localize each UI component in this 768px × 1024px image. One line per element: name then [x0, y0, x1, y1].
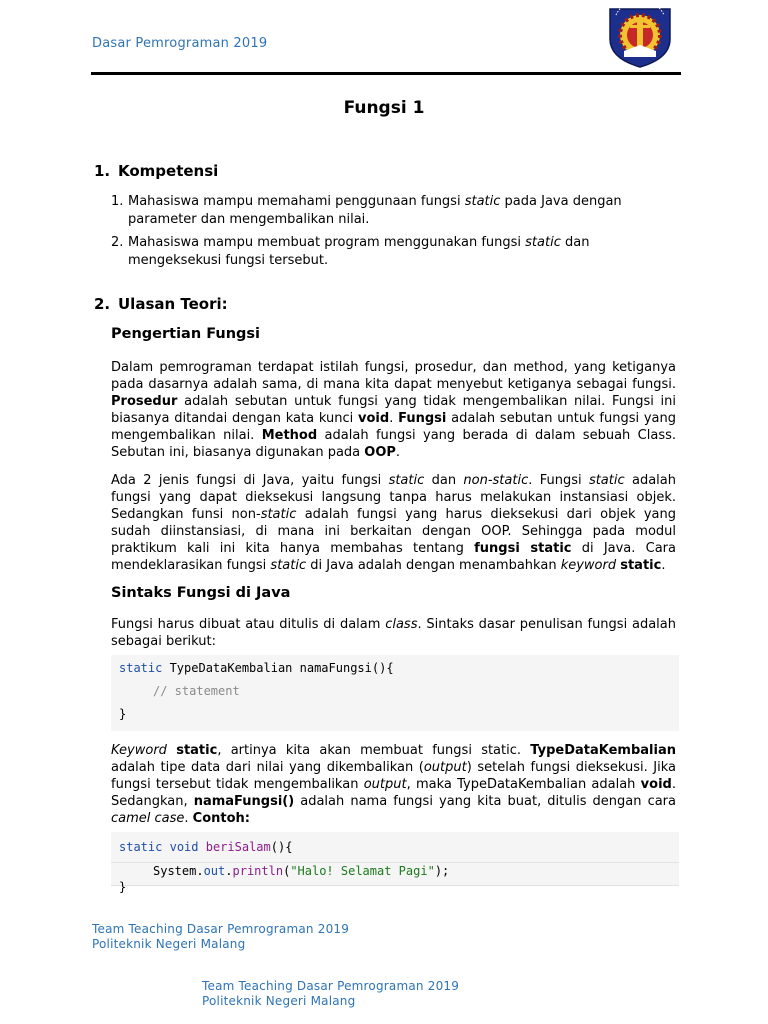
paragraph-text: , artinya kita akan membuat fungsi static. [217, 743, 531, 758]
italic-text: output [423, 760, 467, 775]
code-keyword: void [169, 840, 199, 854]
paragraph-text: . [184, 811, 193, 826]
italic-text: Keyword [111, 743, 167, 758]
italic-text: class [385, 617, 418, 632]
section-heading-text: Kompetensi [118, 162, 219, 180]
paragraph-text: di Java. Cara mendeklarasikan fungsi [111, 541, 676, 573]
section-heading-kompetensi [94, 162, 218, 180]
code-text: System. [153, 864, 204, 878]
footer-team: Team Teaching Dasar Pemrograman 2019 [202, 979, 460, 993]
paragraph-text [167, 743, 176, 758]
paragraph-sintaks-intro [111, 616, 676, 650]
paragraph-text: . Fungsi [528, 473, 589, 488]
section-heading-text: Ulasan Teori: [118, 295, 228, 313]
italic-text: camel case [111, 811, 185, 826]
paragraph-penjelasan-sintaks [111, 742, 676, 827]
bold-text: Contoh: [192, 811, 250, 826]
paragraph-text: . [395, 445, 401, 460]
paragraph-text: . Sintaks dasar penulisan fungsi adalah sebagai berikut: [111, 617, 676, 649]
code-line [119, 661, 394, 675]
paragraph-text: ) setelah fungsi dieksekusi. Jika fungsi tersebut tidak mengembalikan [111, 760, 677, 792]
list-item [111, 234, 676, 270]
document-title: Fungsi 1 [343, 98, 425, 118]
paragraph-text: adalah fungsi yang dapat dieksekusi langsung tanpa harus melakukan instansiasi objek. Sedangkan funsi non- [111, 473, 676, 522]
bold-text: TypeDataKembalian [530, 743, 676, 758]
italic-text: keyword [560, 558, 617, 573]
code-block-example [111, 832, 679, 900]
paragraph-text: Fungsi harus dibuat atau ditulis di dalam [111, 617, 386, 632]
code-text: TypeDataKembalian namaFungsi(){ [162, 661, 394, 675]
paragraph-text: . Sedangkan, [111, 777, 676, 809]
bold-text: void [358, 411, 390, 426]
list-item-text: Mahasiswa mampu membuat program menggunakan fungsi [128, 235, 526, 250]
bold-text: namaFungsi() [193, 794, 295, 809]
list-item-emphasis: static [464, 194, 501, 209]
italic-text: non-static [463, 473, 529, 488]
bold-text: static [176, 743, 218, 758]
code-line [153, 864, 449, 878]
code-block-syntax [111, 655, 679, 731]
bold-text: fungsi static [474, 541, 572, 556]
section-number: 2. [94, 295, 111, 313]
bold-text: void [640, 777, 672, 792]
italic-text: static [588, 473, 625, 488]
paragraph-text: , maka TypeDataKembalian adalah [406, 777, 641, 792]
list-item-text: pada Java dengan parameter dan mengembalikan nilai. [128, 194, 622, 227]
paragraph-text: adalah fungsi yang harus dieksekusi dari objek yang sudah diinstansiasi, di mana ini berkaitan dengan OOP. Sehingga pada modul praktikum kali ini kita hanya membahas tentang [111, 507, 676, 556]
list-item-emphasis: static [525, 235, 561, 250]
header-course-title: Dasar Pemrograman 2019 [92, 36, 268, 51]
code-line: } [119, 707, 127, 721]
code-divider [111, 885, 679, 886]
subsection-heading-sintaks: Sintaks Fungsi di Java [111, 585, 291, 601]
code-line: } [119, 880, 127, 894]
paragraph-text: Ada 2 jenis fungsi di Java, yaitu fungsi [111, 473, 389, 488]
paragraph-text: . [389, 411, 399, 426]
paragraph-text: adalah sebutan untuk fungsi yang tidak mengembalikan nilai. Fungsi ini biasanya ditandai dengan kata kunci [111, 394, 676, 426]
italic-text: static [270, 558, 307, 573]
bold-text: OOP [364, 445, 396, 460]
code-text: (){ [270, 840, 293, 854]
italic-text: static [388, 473, 425, 488]
bold-text: Prosedur [111, 394, 178, 409]
bold-text: Fungsi [398, 411, 447, 426]
code-method-name: println [232, 864, 284, 878]
code-text: . [225, 864, 233, 878]
footer-institution: Politeknik Negeri Malang [202, 994, 356, 1008]
code-field: out [203, 864, 226, 878]
list-item [111, 193, 676, 229]
code-keyword: static [119, 661, 163, 675]
code-method-name: beriSalam [205, 840, 271, 854]
subsection-heading-pengertian: Pengertian Fungsi [111, 326, 261, 342]
code-keyword: static [119, 840, 163, 854]
list-item-text: dan mengeksekusi fungsi tersebut. [128, 235, 590, 268]
code-string: "Halo! Selamat Pagi" [290, 864, 435, 878]
bold-text: Method [261, 428, 318, 443]
footer-repeat [202, 979, 459, 1009]
section-number: 1. [94, 162, 111, 180]
list-item-text: Mahasiswa mampu memahami penggunaan fungsi [128, 194, 465, 209]
paragraph-text: di Java adalah dengan menambahkan [306, 558, 561, 573]
footer-institution: Politeknik Negeri Malang [92, 937, 246, 951]
code-line [119, 840, 292, 854]
italic-text: static [260, 507, 297, 522]
code-text: ( [283, 864, 291, 878]
paragraph-text: adalah fungsi yang berada di dalam sebuah Class. Sebutan ini, biasanya digunakan pada [111, 428, 676, 460]
paragraph-pengertian-fungsi [111, 359, 676, 461]
header-divider [91, 72, 681, 75]
paragraph-text: adalah nama fungsi yang kita buat, ditulis dengan cara [294, 794, 676, 809]
paragraph-text: adalah sebutan untuk fungsi yang mengembalikan nilai. [111, 411, 677, 443]
list-item-number: 2. [111, 235, 124, 250]
paragraph-text: . [661, 558, 666, 573]
footer-team: Team Teaching Dasar Pemrograman 2019 [92, 922, 350, 936]
bold-text: static [620, 558, 662, 573]
paragraph-jenis-fungsi [111, 472, 676, 574]
list-item-number: 1. [111, 194, 124, 209]
footer [92, 922, 349, 952]
italic-text: output [363, 777, 407, 792]
code-comment: // statement [153, 684, 240, 698]
paragraph-text: adalah tipe data dari nilai yang dikembalikan ( [111, 760, 424, 775]
code-text: ); [434, 864, 450, 878]
paragraph-text: Dalam pemrograman terdapat istilah fungsi, prosedur, dan method, yang ketiganya pada dasarnya adalah sama, di mana kita dapat menyebut ketiganya sebagai fungsi. [111, 360, 676, 392]
paragraph-text: dan [424, 473, 464, 488]
university-logo-icon [602, 5, 678, 69]
section-heading-ulasan-teori [94, 295, 228, 313]
